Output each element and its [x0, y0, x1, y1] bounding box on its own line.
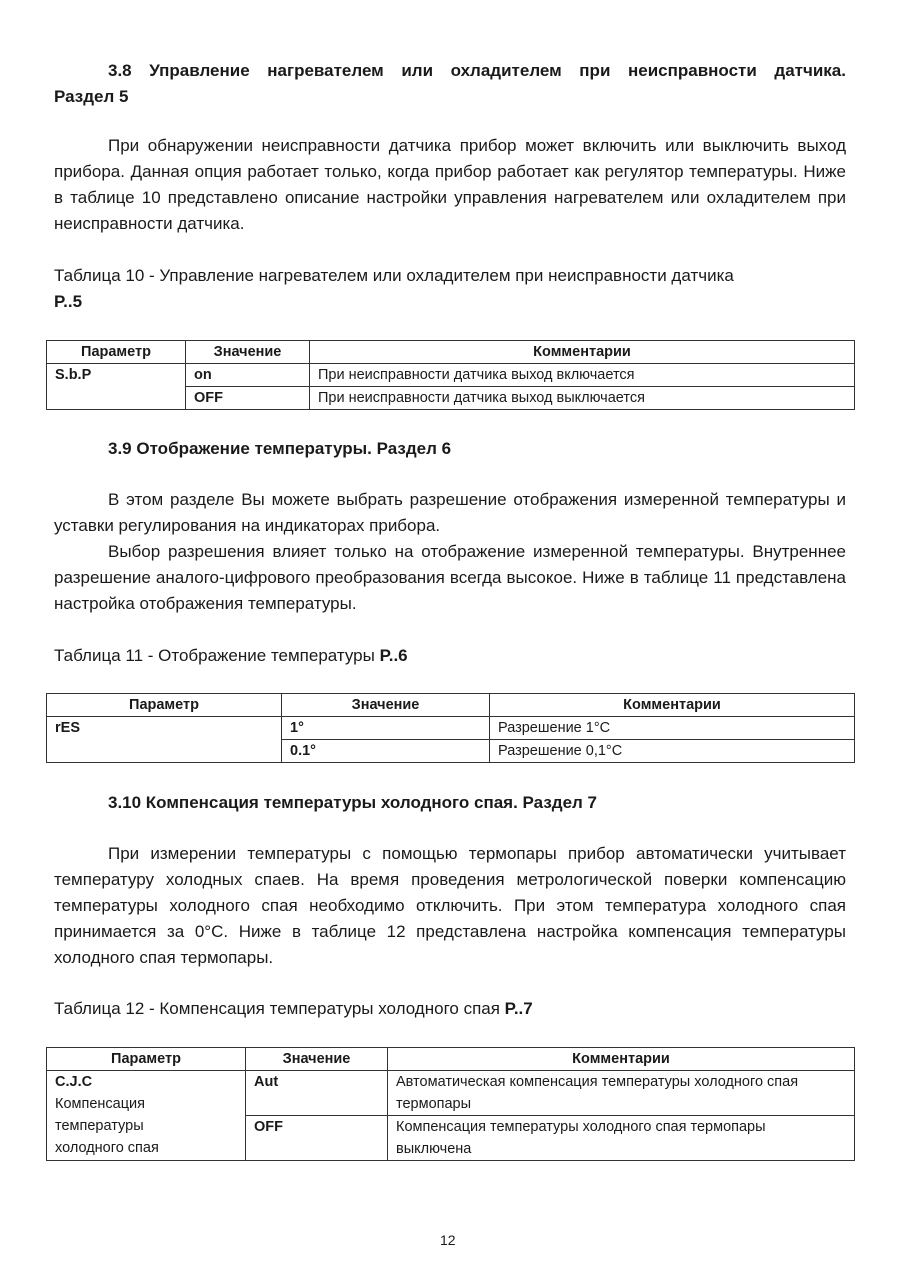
- param-cell: rES: [47, 717, 282, 763]
- caption-text: Таблица 11 - Отображение температуры: [54, 646, 375, 665]
- comment-cell: Автоматическая компенсация температуры холодного спая термопары: [388, 1071, 855, 1116]
- section-3-10-paragraph: При измерении температуры с помощью термопары прибор автоматически учитывает температуру холодных спаев. На время проведения метрологической поверки компенсацию температуры холодного спая необходимо отключить. При этом температура холодного спая принимается за 0°C. Ниже в таблице 12 представлена настройка компенсация температуры холодного спая термопары.: [54, 844, 846, 967]
- table-10-caption: [54, 263, 846, 315]
- section-3-9-heading: 3.9 Отображение температуры. Раздел 6: [108, 439, 452, 458]
- header-comments: Комментарии: [490, 694, 855, 717]
- comment-cell: Разрешение 0,1°C: [490, 740, 855, 763]
- header-value: Значение: [282, 694, 490, 717]
- header-comments: Комментарии: [310, 341, 855, 364]
- table-header-row: [47, 1048, 855, 1071]
- value-cell: on: [186, 364, 310, 387]
- section-3-8-paragraph: При обнаружении неисправности датчика прибор может включить или выключить выход прибора. Данная опция работает только, когда прибор работает как регулятор температуры. Ниже в таблице 10 представлено описание настройки управления нагревателем или охладителем при неисправности датчика.: [54, 136, 846, 233]
- param-description: Компенсация температуры холодного спая: [55, 1096, 159, 1156]
- section-3-9-paragraph-2: Выбор разрешения влияет только на отображение измеренной температуры. Внутреннее разрешение аналого-цифрового преобразования всегда высокое. Ниже в таблице 11 представлена настройка отображения температуры.: [54, 542, 846, 613]
- caption-text: Таблица 10 - Управление нагревателем или охладителем при неисправности датчика: [54, 266, 734, 285]
- table-header-row: [47, 694, 855, 717]
- header-parameter: Параметр: [47, 1048, 246, 1071]
- section-3-8-heading: [54, 58, 846, 110]
- table-header-row: [47, 341, 855, 364]
- value-cell: 1°: [282, 717, 490, 740]
- header-parameter: Параметр: [47, 341, 186, 364]
- heading-line-1: 3.8 Управление нагревателем или охладителем при неисправности датчика.: [108, 61, 846, 80]
- page-number: 12: [440, 1232, 456, 1248]
- caption-code: P..5: [54, 292, 83, 311]
- table-row: [47, 717, 855, 740]
- table-row: [47, 1071, 855, 1116]
- value-cell: 0.1°: [282, 740, 490, 763]
- table-12: [46, 1047, 855, 1161]
- table-12-caption: [54, 996, 533, 1022]
- comment-cell: При неисправности датчика выход включается: [310, 364, 855, 387]
- comment-cell: Разрешение 1°C: [490, 717, 855, 740]
- caption-text: Таблица 12 - Компенсация температуры холодного спая: [54, 999, 500, 1018]
- caption-code: P..7: [504, 999, 533, 1018]
- heading-line-2: Раздел 5: [54, 87, 129, 106]
- header-parameter: Параметр: [47, 694, 282, 717]
- header-comments: Комментарии: [388, 1048, 855, 1071]
- section-3-9-paragraph-1: В этом разделе Вы можете выбрать разрешение отображения измеренной температуры и уставки регулирования на индикаторах прибора.: [54, 490, 846, 535]
- param-cell: S.b.P: [47, 364, 186, 410]
- value-cell: Aut: [246, 1071, 388, 1116]
- table-row: [47, 364, 855, 387]
- value-cell: OFF: [186, 387, 310, 410]
- comment-cell: Компенсация температуры холодного спая термопары выключена: [388, 1116, 855, 1161]
- table-10: [46, 340, 855, 410]
- table-11-caption: [54, 643, 408, 669]
- param-cell: [47, 1071, 246, 1161]
- header-value: Значение: [186, 341, 310, 364]
- table-11: [46, 693, 855, 763]
- param-code: C.J.C: [55, 1074, 93, 1090]
- header-value: Значение: [246, 1048, 388, 1071]
- section-3-10-heading: 3.10 Компенсация температуры холодного спая. Раздел 7: [108, 793, 597, 812]
- value-cell: OFF: [246, 1116, 388, 1161]
- comment-cell: При неисправности датчика выход выключается: [310, 387, 855, 410]
- caption-code: P..6: [379, 646, 408, 665]
